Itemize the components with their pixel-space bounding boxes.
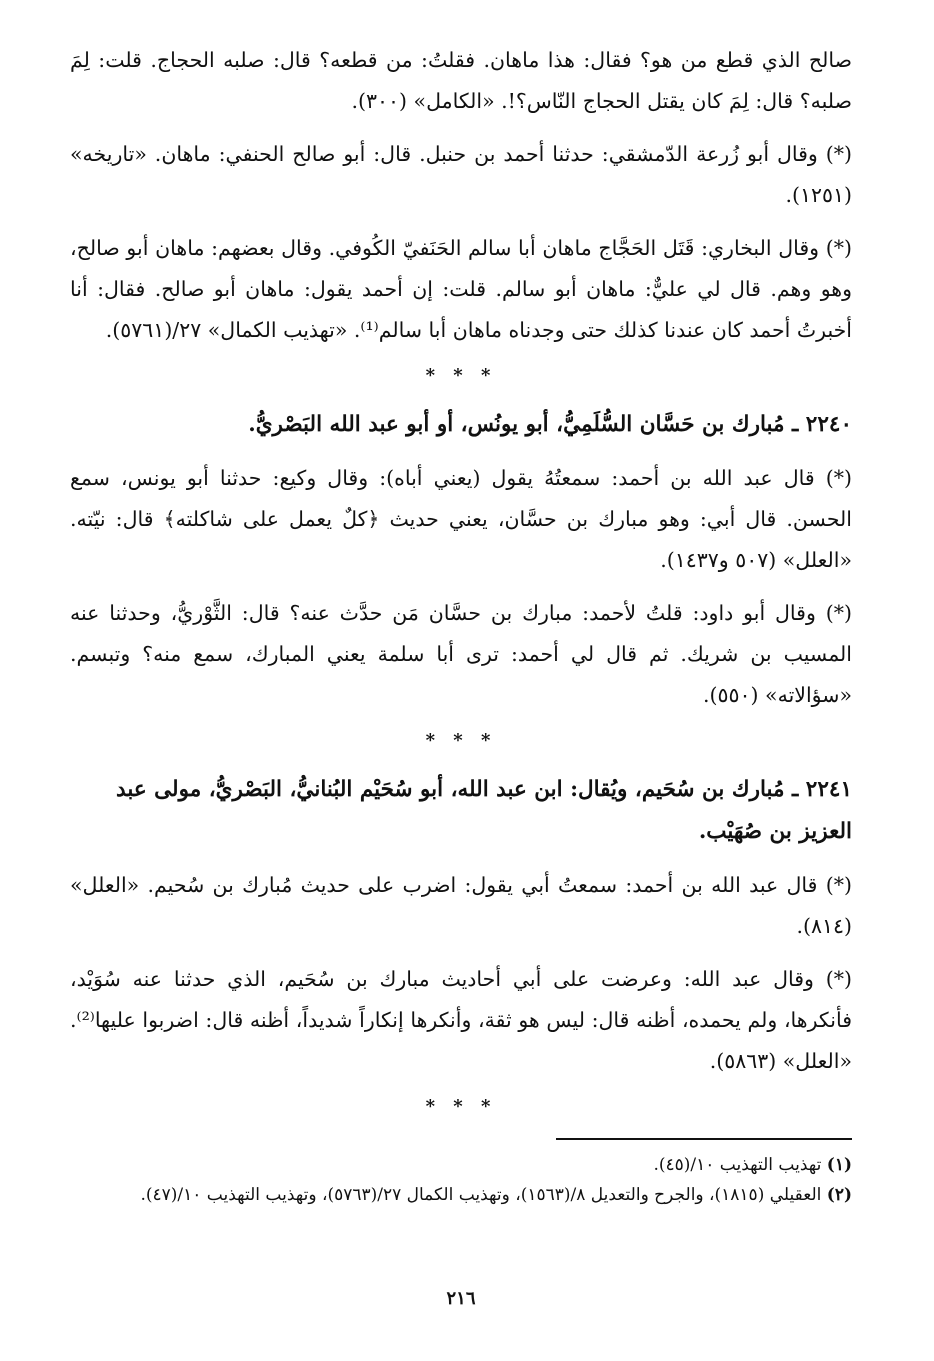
entry-2240-paragraph: (*) قال عبد الله بن أحمد: سمعتُهُ يقول (يعني أباه): وقال وكيع: حدثنا أبو يونس، سمع الحسن. قال أبي: وهو مبارك بن حسَّان، يعني حديث ﴿كلٌ يعمل على شاكلته﴾ قال: نيّته. «العلل» (٥٠٧ و١٤٣٧). xyxy=(70,466,852,572)
book-page xyxy=(70,40,852,1361)
footnote-item xyxy=(70,1150,852,1180)
paragraph-abu-zurah: (*) وقال أبو زُرعة الدّمشقي: حدثنا أحمد بن حنبل. قال: أبو صالح الحنفي: ماهان. «تاريخه» (١٢٥١). xyxy=(70,142,852,207)
footnote-number: (١) xyxy=(826,1155,852,1175)
section-separator: * * * xyxy=(425,1096,497,1117)
entry-2241-title: ٢٢٤١ ـ مُبارك بن سُحَيم، ويُقال: ابن عبد الله، أبو سُحَيْم البُنانيُّ، البَصْريُّ، مولى عبد العزيز بن صُهَيْب. xyxy=(116,777,852,844)
footnote-text: العقيلي (١٨١٥)، والجرح والتعديل ٨/(١٥٦٣)، وتهذيب الكمال ٢٧/(٥٧٦٣)، وتهذيب التهذيب ١٠/(٤٧). xyxy=(140,1185,822,1205)
section-separator: * * * xyxy=(425,365,497,386)
entry-2241-paragraph: (*) وقال عبد الله: وعرضت على أبي أحاديث مبارك بن سُحَيم، الذي حدثنا عنه سُوَيْد، فأنكرها، ولم يحمده، أظنه قال: ليس هو ثقة، وأنكرها إنكاراً شديداً، أظنه قال: اضربوا عليها⁽²⁾. «العلل» (٥٨٦٣). xyxy=(70,967,852,1073)
footnotes xyxy=(70,1150,852,1210)
entry-2240-title: ٢٢٤٠ ـ مُبارك بن حَسَّان السُّلَمِيُّ، أبو يونُس، أو أبو عبد الله البَصْريُّ. xyxy=(248,412,852,437)
page-number: ٢١٦ xyxy=(446,1288,476,1309)
section-separator: * * * xyxy=(425,730,497,751)
paragraph-bukhari: (*) وقال البخاري: قَتَل الحَجَّاج ماهان أبا سالم الحَنَفيّ الكُوفي. وقال بعضهم: ماهان أبو صالح، وهو وهم. قال لي عليٌّ: ماهان أبو سالم. قلت: إن أحمد يقول: ماهان أبو صالح. فقال: أنا أخبرتُ أحمد كان عندنا كذلك حتى وجدناه ماهان أبا سالم⁽¹⁾. «تهذيب الكمال» ٢٧/(٥٧٦١). xyxy=(70,236,852,342)
paragraph-continuation: صالح الذي قطع من هو؟ فقال: هذا ماهان. فقلتُ: من قطعه؟ قال: صلبه الحجاج. قلت: لِمَ صلبه؟ قال: لِمَ كان يقتل الحجاج النّاس؟!. «الكامل» (٣٠٠). xyxy=(70,48,852,113)
footnote-divider xyxy=(556,1138,852,1140)
footnote-item xyxy=(70,1180,852,1210)
footnote-number: (٢) xyxy=(826,1185,852,1205)
footnote-text: تهذيب التهذيب ١٠/(٤٥). xyxy=(653,1155,822,1175)
entry-2241-paragraph: (*) قال عبد الله بن أحمد: سمعتُ أبي يقول: اضرب على حديث مُبارك بن سُحيم. «العلل» (٨١٤). xyxy=(70,873,852,938)
entry-2240-paragraph: (*) وقال أبو داود: قلتُ لأحمد: مبارك بن حسَّان مَن حدَّث عنه؟ قال: الثَّوْريُّ، وحدثنا عنه المسيب بن شريك. ثم قال لي أحمد: ترى أبا سلمة يعني المبارك، سمع منه؟ وتبسم. «سؤالاته» (٥٥٠). xyxy=(70,601,852,707)
